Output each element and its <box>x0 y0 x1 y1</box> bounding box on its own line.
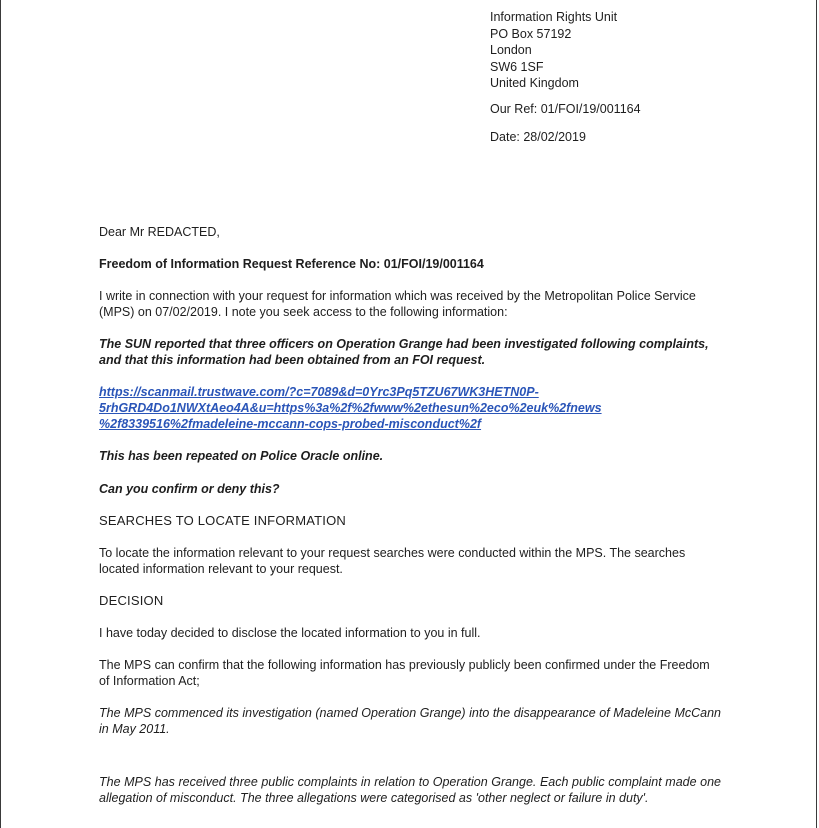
article-link-line[interactable]: %2f8339516%2fmadeleine-mccann-cops-probed-misconduct%2f <box>99 417 482 432</box>
article-link[interactable] <box>99 384 721 433</box>
confirm-question: Can you confirm or deny this? <box>99 482 280 496</box>
quoted-statement-2: The MPS has received three public complaints in relation to Operation Grange. Each public complaint made one allegation of misconduct. The three allegations were categorised as 'other neglect or failure in duty'. <box>99 775 721 806</box>
address-line: Information Rights Unit <box>490 10 618 24</box>
address-line: SW6 1SF <box>490 59 544 74</box>
address-line: London <box>490 43 532 58</box>
address-line: United Kingdom <box>490 76 579 91</box>
decision-paragraph: I have today decided to disclose the located information to you in full. <box>99 626 481 640</box>
subject-line: Freedom of Information Request Reference No: 01/FOI/19/001164 <box>99 257 484 271</box>
searches-paragraph: To locate the information relevant to your request searches were conducted within the MPS. The searches located information relevant to your request. <box>99 546 686 577</box>
our-reference: Our Ref: 01/FOI/19/001164 <box>490 102 641 116</box>
article-link-line[interactable]: 5rhGRD4Do1NWXtAeo4A&u=https%3a%2f%2fwww%2ethesun%2eco%2euk%2fnews <box>99 401 602 416</box>
request-quote: The SUN reported that three officers on Operation Grange had been investigated following complaints, and that this information had been obtained from an FOI request. <box>99 337 709 368</box>
salutation: Dear Mr REDACTED, <box>99 225 220 239</box>
repeated-statement: This has been repeated on Police Oracle online. <box>99 449 384 463</box>
address-line: PO Box 57192 <box>490 26 572 41</box>
confirmation-paragraph: The MPS can confirm that the following information has previously publicly been confirmed under the Freedom of Information Act; <box>99 658 710 689</box>
quoted-statement-1: The MPS commenced its investigation (named Operation Grange) into the disappearance of Madeleine McCann in May 2011. <box>99 706 721 737</box>
intro-paragraph: I write in connection with your request for information which was received by the Metropolitan Police Service (MPS) on 07/02/2019. I note you seek access to the following information: <box>99 289 696 320</box>
decision-heading: DECISION <box>99 593 164 608</box>
searches-heading: SEARCHES TO LOCATE INFORMATION <box>99 513 347 528</box>
sender-address <box>490 9 617 92</box>
article-link-line[interactable]: https://scanmail.trustwave.com/?c=7089&d=0Yrc3Pq5TZU67WK3HETN0P- <box>99 385 539 399</box>
letter-date: Date: 28/02/2019 <box>490 130 586 144</box>
